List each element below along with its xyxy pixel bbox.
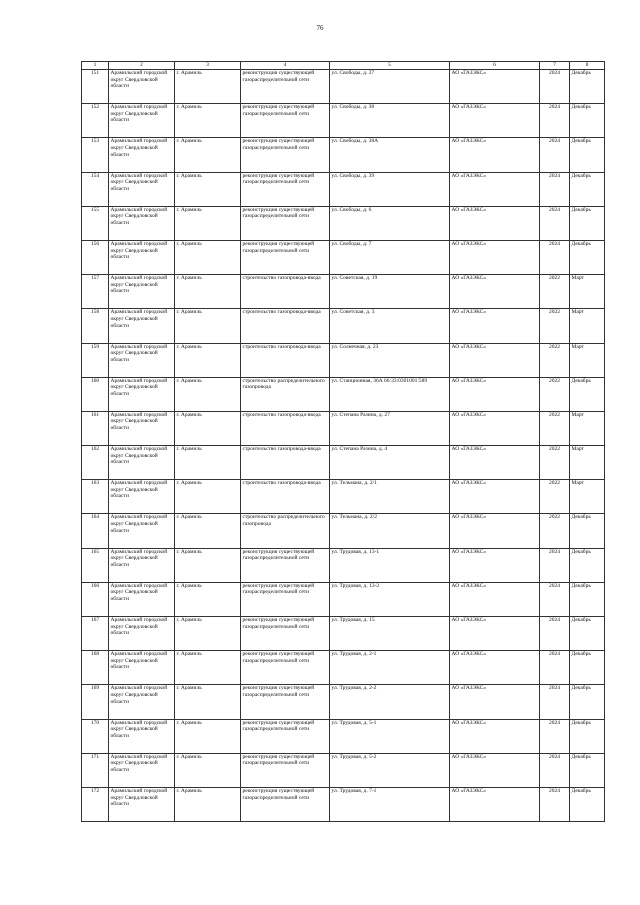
city-cell: г. Арамиль (175, 104, 241, 138)
table-row (82, 309, 605, 343)
address-cell: ул. Трудовая, д. 2-2 (330, 685, 450, 719)
year-cell: 2024 (540, 548, 570, 582)
column-header: 4 (241, 62, 330, 70)
address-cell: ул. Трудовая, д. 7-1 (330, 787, 450, 821)
city-cell: г. Арамиль (175, 617, 241, 651)
month-cell: Декабрь (570, 787, 605, 821)
year-cell: 2024 (540, 240, 570, 274)
column-header: 3 (175, 62, 241, 70)
month-cell: Декабрь (570, 753, 605, 787)
month-cell: Декабрь (570, 70, 605, 104)
month-cell: Декабрь (570, 651, 605, 685)
work-type-cell: строительство распределительного газопровода (241, 377, 330, 411)
address-cell: ул. Свободы, д. 7 (330, 240, 450, 274)
district-cell: Арамильский городской округ Свердловской области (109, 138, 175, 172)
table-row (82, 685, 605, 719)
table-row (82, 343, 605, 377)
row-number-cell: 166 (82, 582, 109, 616)
city-cell: г. Арамиль (175, 377, 241, 411)
organization-cell: АО «ГАЗЭКС» (450, 719, 540, 753)
organization-cell: АО «ГАЗЭКС» (450, 172, 540, 206)
work-type-cell: строительство газопровода-ввода (241, 446, 330, 480)
work-type-cell: реконструкция существующей газораспределительной сети (241, 719, 330, 753)
month-cell: Март (570, 275, 605, 309)
district-cell: Арамильский городской округ Свердловской области (109, 651, 175, 685)
city-cell: г. Арамиль (175, 138, 241, 172)
row-number-cell: 158 (82, 309, 109, 343)
work-type-cell: строительство распределительного газопровода (241, 514, 330, 548)
address-cell: ул. Советская, д. 3 (330, 309, 450, 343)
district-cell: Арамильский городской округ Свердловской области (109, 617, 175, 651)
table-row (82, 787, 605, 821)
table-row (82, 240, 605, 274)
row-number-cell: 162 (82, 446, 109, 480)
address-cell: ул. Трудовая, д. 15 (330, 617, 450, 651)
address-cell: ул. Свободы, д. 38А (330, 138, 450, 172)
district-cell: Арамильский городской округ Свердловской области (109, 753, 175, 787)
year-cell: 2024 (540, 753, 570, 787)
year-cell: 2022 (540, 309, 570, 343)
table-body (82, 70, 605, 822)
organization-cell: АО «ГАЗЭКС» (450, 582, 540, 616)
month-cell: Декабрь (570, 617, 605, 651)
district-cell: Арамильский городской округ Свердловской области (109, 172, 175, 206)
district-cell: Арамильский городской округ Свердловской области (109, 548, 175, 582)
month-cell: Декабрь (570, 240, 605, 274)
year-cell: 2022 (540, 480, 570, 514)
month-cell: Декабрь (570, 104, 605, 138)
organization-cell: АО «ГАЗЭКС» (450, 617, 540, 651)
table-row (82, 446, 605, 480)
month-cell: Март (570, 411, 605, 445)
organization-cell: АО «ГАЗЭКС» (450, 240, 540, 274)
work-type-cell: реконструкция существующей газораспределительной сети (241, 104, 330, 138)
month-cell: Декабрь (570, 719, 605, 753)
row-number-cell: 154 (82, 172, 109, 206)
table-row (82, 514, 605, 548)
row-number-cell: 167 (82, 617, 109, 651)
district-cell: Арамильский городской округ Свердловской области (109, 206, 175, 240)
month-cell: Декабрь (570, 377, 605, 411)
table-row (82, 377, 605, 411)
table-row (82, 753, 605, 787)
month-cell: Декабрь (570, 582, 605, 616)
work-type-cell: строительство газопровода-ввода (241, 411, 330, 445)
organization-cell: АО «ГАЗЭКС» (450, 206, 540, 240)
district-cell: Арамильский городской округ Свердловской области (109, 240, 175, 274)
city-cell: г. Арамиль (175, 753, 241, 787)
district-cell: Арамильский городской округ Свердловской области (109, 275, 175, 309)
year-cell: 2024 (540, 172, 570, 206)
table-row (82, 206, 605, 240)
city-cell: г. Арамиль (175, 343, 241, 377)
city-cell: г. Арамиль (175, 411, 241, 445)
month-cell: Март (570, 480, 605, 514)
address-cell: ул. Трудовая, д. 2-1 (330, 651, 450, 685)
column-header: 2 (109, 62, 175, 70)
year-cell: 2024 (540, 206, 570, 240)
work-type-cell: реконструкция существующей газораспределительной сети (241, 548, 330, 582)
address-cell: ул. Станционная, 36А 66:33:0301001:589 (330, 377, 450, 411)
row-number-cell: 169 (82, 685, 109, 719)
row-number-cell: 159 (82, 343, 109, 377)
row-number-cell: 156 (82, 240, 109, 274)
work-type-cell: реконструкция существующей газораспределительной сети (241, 206, 330, 240)
address-cell: ул. Трудовая, д. 5-2 (330, 753, 450, 787)
work-type-cell: реконструкция существующей газораспределительной сети (241, 70, 330, 104)
row-number-cell: 171 (82, 753, 109, 787)
organization-cell: АО «ГАЗЭКС» (450, 343, 540, 377)
year-cell: 2024 (540, 787, 570, 821)
organization-cell: АО «ГАЗЭКС» (450, 787, 540, 821)
year-cell: 2022 (540, 343, 570, 377)
district-cell: Арамильский городской округ Свердловской области (109, 514, 175, 548)
city-cell: г. Арамиль (175, 514, 241, 548)
year-cell: 2022 (540, 514, 570, 548)
month-cell: Март (570, 446, 605, 480)
row-number-cell: 164 (82, 514, 109, 548)
work-type-cell: реконструкция существующей газораспределительной сети (241, 617, 330, 651)
work-type-cell: строительство газопровода-ввода (241, 480, 330, 514)
district-cell: Арамильский городской округ Свердловской области (109, 446, 175, 480)
column-header: 7 (540, 62, 570, 70)
row-number-cell: 155 (82, 206, 109, 240)
year-cell: 2024 (540, 719, 570, 753)
city-cell: г. Арамиль (175, 172, 241, 206)
district-cell: Арамильский городской округ Свердловской области (109, 70, 175, 104)
organization-cell: АО «ГАЗЭКС» (450, 138, 540, 172)
year-cell: 2024 (540, 651, 570, 685)
work-type-cell: реконструкция существующей газораспределительной сети (241, 753, 330, 787)
organization-cell: АО «ГАЗЭКС» (450, 514, 540, 548)
city-cell: г. Арамиль (175, 787, 241, 821)
work-type-cell: реконструкция существующей газораспределительной сети (241, 172, 330, 206)
organization-cell: АО «ГАЗЭКС» (450, 685, 540, 719)
district-cell: Арамильский городской округ Свердловской области (109, 104, 175, 138)
organization-cell: АО «ГАЗЭКС» (450, 480, 540, 514)
column-number-row (82, 62, 605, 70)
city-cell: г. Арамиль (175, 548, 241, 582)
organization-cell: АО «ГАЗЭКС» (450, 104, 540, 138)
address-cell: ул. Трудовая, д. 13-2 (330, 582, 450, 616)
district-cell: Арамильский городской округ Свердловской области (109, 685, 175, 719)
district-cell: Арамильский городской округ Свердловской области (109, 582, 175, 616)
district-cell: Арамильский городской округ Свердловской области (109, 411, 175, 445)
gas-works-table (81, 61, 605, 822)
work-type-cell: реконструкция существующей газораспределительной сети (241, 787, 330, 821)
work-type-cell: реконструкция существующей газораспределительной сети (241, 651, 330, 685)
organization-cell: АО «ГАЗЭКС» (450, 377, 540, 411)
row-number-cell: 151 (82, 70, 109, 104)
district-cell: Арамильский городской округ Свердловской области (109, 787, 175, 821)
table-row (82, 719, 605, 753)
year-cell: 2022 (540, 446, 570, 480)
organization-cell: АО «ГАЗЭКС» (450, 411, 540, 445)
address-cell: ул. Степана Разина, д. 27 (330, 411, 450, 445)
address-cell: ул. Свободы, д. 38 (330, 104, 450, 138)
address-cell: ул. Тельмана, д. 2/2 (330, 514, 450, 548)
table-row (82, 411, 605, 445)
city-cell: г. Арамиль (175, 446, 241, 480)
row-number-cell: 172 (82, 787, 109, 821)
table-row (82, 138, 605, 172)
table-row (82, 104, 605, 138)
table-row (82, 617, 605, 651)
address-cell: ул. Солнечная, д. 23 (330, 343, 450, 377)
column-header: 8 (570, 62, 605, 70)
organization-cell: АО «ГАЗЭКС» (450, 753, 540, 787)
district-cell: Арамильский городской округ Свердловской области (109, 377, 175, 411)
row-number-cell: 160 (82, 377, 109, 411)
city-cell: г. Арамиль (175, 582, 241, 616)
year-cell: 2022 (540, 411, 570, 445)
work-type-cell: строительство газопровода-ввода (241, 275, 330, 309)
table-row (82, 651, 605, 685)
address-cell: ул. Трудовая, д. 13-1 (330, 548, 450, 582)
table-row (82, 480, 605, 514)
year-cell: 2024 (540, 104, 570, 138)
address-cell: ул. Свободы, д. 6 (330, 206, 450, 240)
year-cell: 2022 (540, 275, 570, 309)
work-type-cell: строительство газопровода-ввода (241, 343, 330, 377)
address-cell: ул. Степана Разина, д. 4 (330, 446, 450, 480)
month-cell: Март (570, 309, 605, 343)
city-cell: г. Арамиль (175, 240, 241, 274)
address-cell: ул. Советская, д. 19 (330, 275, 450, 309)
table-row (82, 275, 605, 309)
work-type-cell: реконструкция существующей газораспределительной сети (241, 685, 330, 719)
work-type-cell: реконструкция существующей газораспределительной сети (241, 138, 330, 172)
column-header: 1 (82, 62, 109, 70)
row-number-cell: 161 (82, 411, 109, 445)
column-header: 5 (330, 62, 450, 70)
page-number: 76 (316, 24, 324, 32)
row-number-cell: 157 (82, 275, 109, 309)
table-row (82, 582, 605, 616)
month-cell: Март (570, 343, 605, 377)
year-cell: 2024 (540, 582, 570, 616)
table-row (82, 548, 605, 582)
month-cell: Декабрь (570, 548, 605, 582)
city-cell: г. Арамиль (175, 651, 241, 685)
month-cell: Декабрь (570, 514, 605, 548)
row-number-cell: 152 (82, 104, 109, 138)
organization-cell: АО «ГАЗЭКС» (450, 275, 540, 309)
district-cell: Арамильский городской округ Свердловской области (109, 480, 175, 514)
city-cell: г. Арамиль (175, 480, 241, 514)
year-cell: 2024 (540, 70, 570, 104)
year-cell: 2022 (540, 377, 570, 411)
table-row (82, 70, 605, 104)
district-cell: Арамильский городской округ Свердловской области (109, 719, 175, 753)
column-header: 6 (450, 62, 540, 70)
city-cell: г. Арамиль (175, 206, 241, 240)
month-cell: Декабрь (570, 206, 605, 240)
address-cell: ул. Свободы, д. 39 (330, 172, 450, 206)
work-type-cell: строительство газопровода-ввода (241, 309, 330, 343)
district-cell: Арамильский городской округ Свердловской области (109, 343, 175, 377)
year-cell: 2024 (540, 617, 570, 651)
address-cell: ул. Свободы, д. 37 (330, 70, 450, 104)
row-number-cell: 168 (82, 651, 109, 685)
year-cell: 2024 (540, 685, 570, 719)
city-cell: г. Арамиль (175, 719, 241, 753)
table-row (82, 172, 605, 206)
city-cell: г. Арамиль (175, 70, 241, 104)
work-type-cell: реконструкция существующей газораспределительной сети (241, 582, 330, 616)
address-cell: ул. Трудовая, д. 5-1 (330, 719, 450, 753)
row-number-cell: 153 (82, 138, 109, 172)
row-number-cell: 165 (82, 548, 109, 582)
year-cell: 2024 (540, 138, 570, 172)
organization-cell: АО «ГАЗЭКС» (450, 446, 540, 480)
organization-cell: АО «ГАЗЭКС» (450, 70, 540, 104)
organization-cell: АО «ГАЗЭКС» (450, 309, 540, 343)
month-cell: Декабрь (570, 685, 605, 719)
address-cell: ул. Тельмана, д. 2/1 (330, 480, 450, 514)
district-cell: Арамильский городской округ Свердловской области (109, 309, 175, 343)
city-cell: г. Арамиль (175, 275, 241, 309)
city-cell: г. Арамиль (175, 309, 241, 343)
month-cell: Декабрь (570, 138, 605, 172)
month-cell: Декабрь (570, 172, 605, 206)
organization-cell: АО «ГАЗЭКС» (450, 651, 540, 685)
city-cell: г. Арамиль (175, 685, 241, 719)
work-type-cell: реконструкция существующей газораспределительной сети (241, 240, 330, 274)
organization-cell: АО «ГАЗЭКС» (450, 548, 540, 582)
row-number-cell: 170 (82, 719, 109, 753)
row-number-cell: 163 (82, 480, 109, 514)
